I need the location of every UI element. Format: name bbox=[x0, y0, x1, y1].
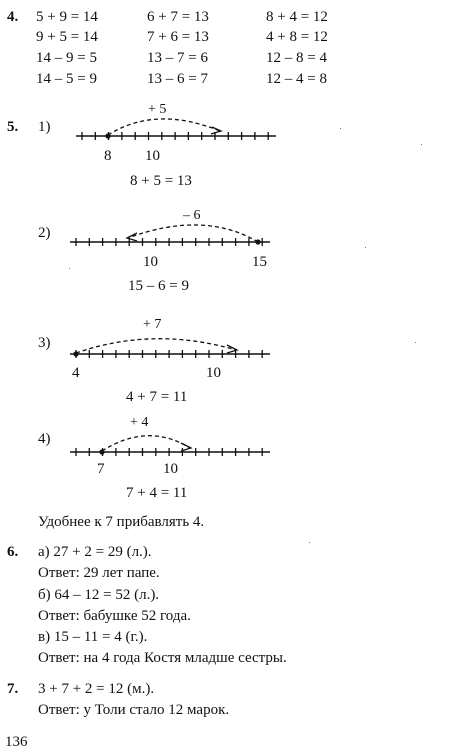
tick-label: 10 bbox=[143, 254, 158, 270]
equation: 13 – 6 = 7 bbox=[147, 71, 208, 87]
answer-line: Ответ: 29 лет папе. bbox=[38, 565, 160, 581]
equation: 9 + 5 = 14 bbox=[36, 29, 98, 45]
number-line-1 bbox=[70, 108, 280, 148]
conclusion-text: Удобнее к 7 прибавлять 4. bbox=[38, 514, 205, 530]
equation: 15 – 6 = 9 bbox=[128, 278, 189, 294]
solution-line: в) 15 – 11 = 4 (г.). bbox=[38, 629, 148, 645]
arc-label: – 6 bbox=[183, 208, 201, 223]
solution-line: а) 27 + 2 = 29 (л.). bbox=[38, 544, 152, 560]
tick-label: 10 bbox=[206, 365, 221, 381]
number-line-2 bbox=[64, 214, 274, 254]
scan-speck bbox=[415, 342, 416, 343]
scan-speck bbox=[340, 128, 341, 129]
scan-speck bbox=[69, 268, 70, 269]
equation: 13 – 7 = 6 bbox=[147, 50, 208, 66]
equation: 8 + 4 = 12 bbox=[266, 9, 328, 25]
equation: 4 + 8 = 12 bbox=[266, 29, 328, 45]
answer-line: Ответ: у Толи стало 12 марок. bbox=[38, 702, 230, 718]
tick-label: 8 bbox=[104, 148, 112, 164]
task-5-number: 5. bbox=[7, 119, 19, 135]
tick-label: 10 bbox=[145, 148, 160, 164]
number-line-4 bbox=[64, 424, 274, 464]
tick-label: 15 bbox=[252, 254, 267, 270]
tick-label: 10 bbox=[163, 461, 178, 477]
equation: 7 + 4 = 11 bbox=[126, 485, 188, 501]
page-number: 136 bbox=[5, 734, 28, 750]
solution-line: 3 + 7 + 2 = 12 (м.). bbox=[38, 681, 155, 697]
arc-label: + 4 bbox=[130, 415, 149, 430]
part-label: 1) bbox=[38, 119, 51, 135]
arc-label: + 5 bbox=[148, 102, 167, 117]
answer-line: Ответ: на 4 года Костя младше сестры. bbox=[38, 650, 287, 666]
equation: 12 – 8 = 4 bbox=[266, 50, 327, 66]
task-6-number: 6. bbox=[7, 544, 19, 560]
solution-line: б) 64 – 12 = 52 (л.). bbox=[38, 587, 160, 603]
part-label: 3) bbox=[38, 335, 51, 351]
equation: 5 + 9 = 14 bbox=[36, 9, 98, 25]
equation: 6 + 7 = 13 bbox=[147, 9, 209, 25]
equation: 14 – 5 = 9 bbox=[36, 71, 97, 87]
arc-label: + 7 bbox=[143, 317, 162, 332]
equation: 12 – 4 = 8 bbox=[266, 71, 327, 87]
equation: 14 – 9 = 5 bbox=[36, 50, 97, 66]
scan-speck bbox=[309, 542, 310, 543]
equation: 7 + 6 = 13 bbox=[147, 29, 209, 45]
equation: 4 + 7 = 11 bbox=[126, 389, 188, 405]
equation: 8 + 5 = 13 bbox=[130, 173, 192, 189]
tick-label: 4 bbox=[72, 365, 80, 381]
tick-label: 7 bbox=[97, 461, 105, 477]
answer-line: Ответ: бабушке 52 года. bbox=[38, 608, 191, 624]
scan-speck bbox=[421, 144, 422, 145]
part-label: 4) bbox=[38, 431, 51, 447]
part-label: 2) bbox=[38, 225, 51, 241]
task-7-number: 7. bbox=[7, 681, 19, 697]
scan-speck bbox=[365, 247, 366, 248]
number-line-3 bbox=[64, 326, 274, 366]
task-4-number: 4. bbox=[7, 9, 19, 25]
